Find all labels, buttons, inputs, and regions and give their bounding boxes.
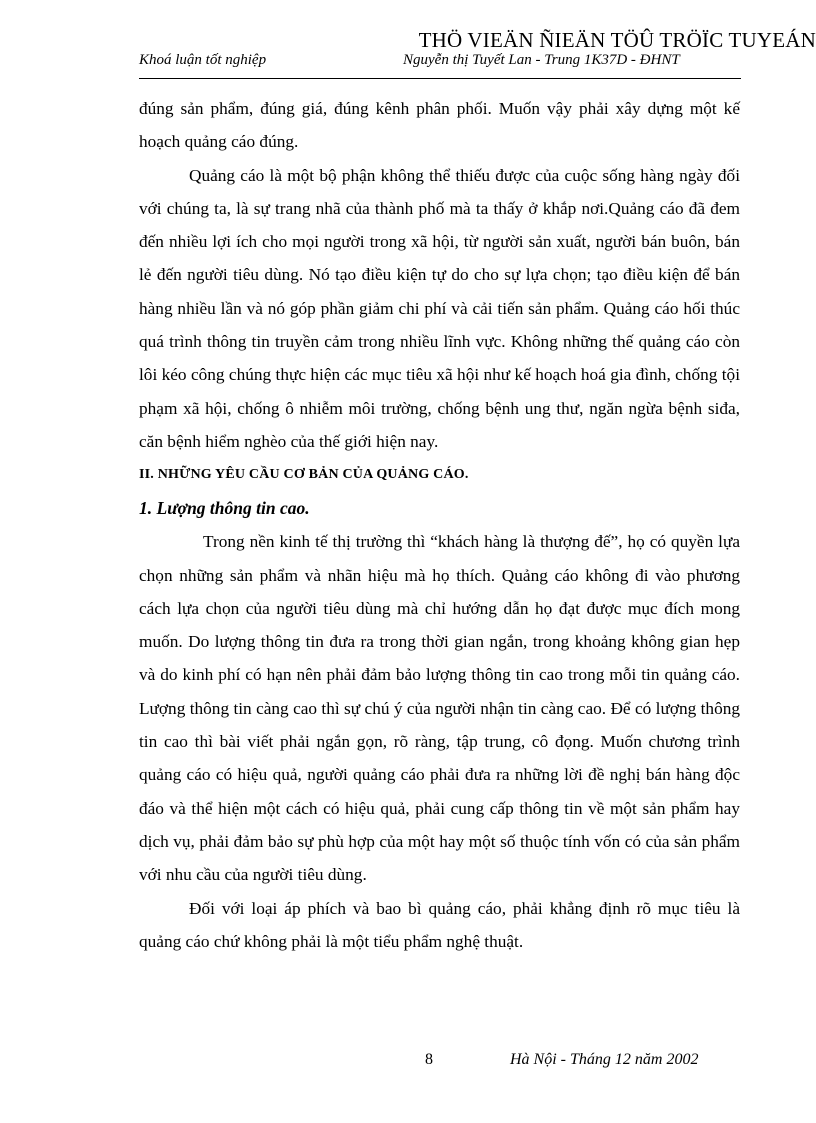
section-heading: II. NHỮNG YÊU CẦU CƠ BẢN CỦA QUẢNG CÁO. xyxy=(139,467,469,483)
header-author: Nguyễn thị Tuyết Lan - Trung 1K37D - ĐHNT xyxy=(403,52,680,68)
paragraph-information-volume: Trong nền kinh tế thị trường thì “khách hàng là thượng đế”, họ có quyền lựa chọn những sản phẩm và nhãn hiệu mà họ thích. Quảng cáo không đi vào phương cách lựa chọn của người tiêu dùng mà chỉ hướng dẫn họ đạt được mục đích mong muốn. Do lượng thông tin đưa ra trong thời gian ngắn, trong khoảng không gian hẹp và do kinh phí có hạn nên phải đảm bảo lượng thông tin cao trong mỗi tin quảng cáo. Lượng thông tin càng cao thì sự chú ý của người nhận tin càng cao. Để có lượng thông tin cao thì bài viết phải ngắn gọn, rõ ràng, tập trung, cô đọng. Muốn chương trình quảng cáo có hiệu quả, người quảng cáo phải đưa ra những lời đề nghị bán hàng độc đáo và thể hiện một cách có hiệu quả, phải cung cấp thông tin về một sản phẩm hay dịch vụ, phải đảm bảo sự phù hợp của một hay một số thuộc tính vốn có của sản phẩm với nhu cầu của người tiêu dùng. xyxy=(139,532,740,885)
footer-place-date: Hà Nội - Tháng 12 năm 2002 xyxy=(510,1051,699,1068)
header-divider xyxy=(139,78,741,79)
page-number: 8 xyxy=(425,1051,433,1068)
sub-heading: 1. Lượng thông tin cao. xyxy=(139,498,310,519)
watermark-text: THÖ VIEÄN ÑIEÄN TÖÛ TRÖÏC TUYEÁN xyxy=(418,28,816,52)
page-body xyxy=(139,92,740,958)
header-document-type: Khoá luận tốt nghiệp xyxy=(139,52,267,68)
paragraph-posters-packaging: Đối với loại áp phích và bao bì quảng cáo, phải khẳng định rõ mục tiêu là quảng cáo chứ không phải là một tiểu phẩm nghệ thuật. xyxy=(139,898,740,951)
paragraph-advertising-role: Quảng cáo là một bộ phận không thể thiếu được của cuộc sống hàng ngày đối với chúng ta, là sự trang nhã của thành phố mà ta thấy ở khắp nơi.Quảng cáo đã đem đến nhiều lợi ích cho mọi người trong xã hội, từ người sản xuất, người bán buôn, bán lẻ đến người tiêu dùng. Nó tạo điều kiện tự do cho sự lựa chọn; tạo điều kiện để bán hàng nhiều lần và nó góp phần giảm chi phí và cải tiến sản phẩm. Quảng cáo hối thúc quá trình thông tin truyền cảm trong nhiều lĩnh vực. Không những thế quảng cáo còn lôi kéo công chúng thực hiện các mục tiêu xã hội như kế hoạch hoá gia đình, chống tội phạm xã hội, chống ô nhiễm môi trường, chống bệnh ung thư, ngăn ngừa bệnh siđa, căn bệnh hiểm nghèo của thế giới hiện nay. xyxy=(139,165,740,451)
paragraph-continuation: đúng sản phẩm, đúng giá, đúng kênh phân phối. Muốn vậy phải xây dựng một kế hoạch quảng cáo đúng. xyxy=(139,99,740,152)
